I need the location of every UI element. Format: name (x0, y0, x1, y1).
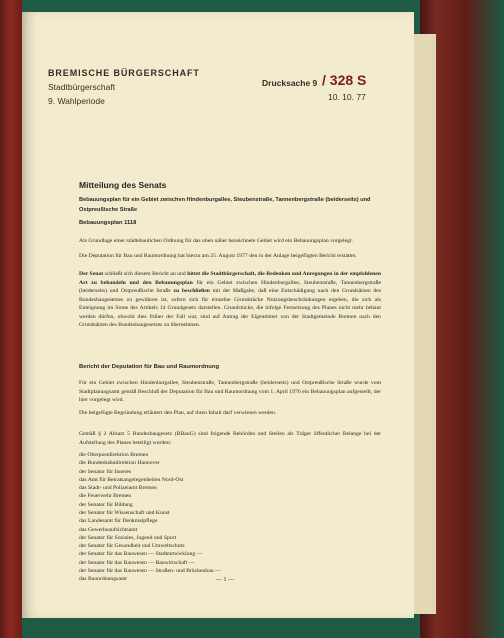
section-title-bericht: Bericht der Deputation für Bau und Raumordnung (79, 364, 220, 370)
p3-text-d: für ein Gebiet zwischen Hindenburgallee, Steubenstraße, Tannenbergstraße (beiderseits) und Ostpreußische Straße (79, 279, 381, 294)
p3-text-b: schließt sich diesem Bericht an und (103, 271, 188, 277)
book-cover-left (0, 0, 22, 638)
list-item: der Senator für Gesundheit und Umweltschutz (79, 543, 185, 550)
mitteilung-subject: Bebauungsplan für ein Gebiet zwischen Hindenburgallee, Steubenstraße, Tannenbergstraße (beiderseits) und Ostpreußische Straße (79, 197, 371, 213)
page-number: — 1 — (216, 577, 234, 583)
bericht-paragraph-1: Für ein Gebiet zwischen Hindenburgallee, Steubenstraße, Tannenbergstraße (beiderseits) und Ostpreußische Straße wurde vom Stadtplanungsamt gemäß Beschluß der Deputation für Bau und Raumordnung vom 1. April 1976 ein Bebauungsplan aufgestellt, der hier vorgelegt wird. (79, 380, 381, 403)
paragraph-1: Als Grundlage einer städtebaulichen Ordnung für das oben näher bezeichnete Gebiet wird ein Bebauungsplan vorgelegt. (79, 238, 353, 244)
list-item: der Senator für Soziales, Jugend und Sport (79, 534, 177, 541)
list-item: die Feuerwehr Bremen (79, 493, 132, 500)
list-item: das Stadt- und Polizeiamt Bremen (79, 485, 157, 492)
list-item: der Senator für Inneres (79, 468, 132, 475)
list-item: das Gewerbeaufsichtsamt (79, 526, 138, 533)
list-item: der Senator für das Bauwesen — Bauwirtschaft — (79, 559, 195, 566)
list-item: der Senator für Wissenschaft und Kunst (79, 509, 170, 516)
bericht-paragraph-3: Gemäß § 2 Absatz 5 Bundesbaugesetz (BBauG) sind folgende Behörden und Stellen als Träger öffentlicher Belange bei der Aufstellung des Planes beteiligt worden: (79, 431, 381, 446)
drucksache-label: Drucksache 9 (262, 78, 318, 88)
drucksache-number: / 328 S (322, 72, 367, 88)
p3-bold-c: bittet die Stadtbürgerschaft, die Bedenken und Anregungen in der empfohlenen Art zu behandeln und den Bebauungsplan (79, 271, 381, 286)
authority-list (79, 451, 221, 584)
p3-bold-e: zu beschließen (173, 288, 210, 294)
document-date: 10. 10. 77 (328, 92, 366, 102)
list-item: der Senator für Bildung (79, 501, 133, 508)
list-item: der Senator für das Bauwesen — Stadtentwicklung — (79, 551, 203, 558)
document-page (22, 12, 414, 618)
p3-bold-a: Der Senat (79, 271, 104, 277)
plan-number: Bebauungsplan 1118 (79, 220, 137, 226)
list-item: die Bundesbahndirektion Hannover (79, 460, 160, 467)
header-organization: BREMISCHE BÜRGERSCHAFT (48, 68, 200, 78)
section-title-mitteilung: Mitteilung des Senats (79, 180, 167, 190)
header-period: 9. Wahlperiode (48, 96, 105, 106)
p3-text-f: mit der Maßgabe, daß eine Entschädigung nach den Grundsätzen des Bundesbaugesetzes zu gewähren ist, sofern sich für einzelne Grundstücke Nutzungsbeschränkungen ergeben, die sich als Enteignung im Sinne des Artikels 14 Grundgesetz darstellen. Grundstücke, die infolge Festsetzung des Planes nicht mehr bebaut werden dürfen, obwohl dies früher der Fall war, sind auf Antrag der Eigentümer von der Stadtgemeinde Bremen nach den Grundsätzen des Bundesbaugesetzes zu übernehmen. (79, 288, 381, 328)
list-item: das Landesamt für Denkmalpflege (79, 518, 158, 525)
list-item: der Senator für das Bauwesen — Straßen- und Brückenbau — (79, 567, 221, 574)
header-chamber: Stadtbürgerschaft (48, 82, 116, 92)
bericht-paragraph-2: Die beigefügte Begründung erläutert den Plan, auf ihren Inhalt darf verwiesen werden. (79, 410, 277, 416)
paragraph-3 (79, 270, 381, 330)
paragraph-2: Die Deputation für Bau und Raumordnung hat hierzu am 25. August 1977 den in der Anlage beigefügten Bericht erstattet. (79, 253, 357, 259)
list-item: das Amt für Beiratsangelegenheiten Nord-Ost (79, 476, 184, 483)
list-item: das Bauordnungsamt (79, 576, 127, 583)
list-item: die Oberpostdirektion Bremen (79, 452, 149, 458)
